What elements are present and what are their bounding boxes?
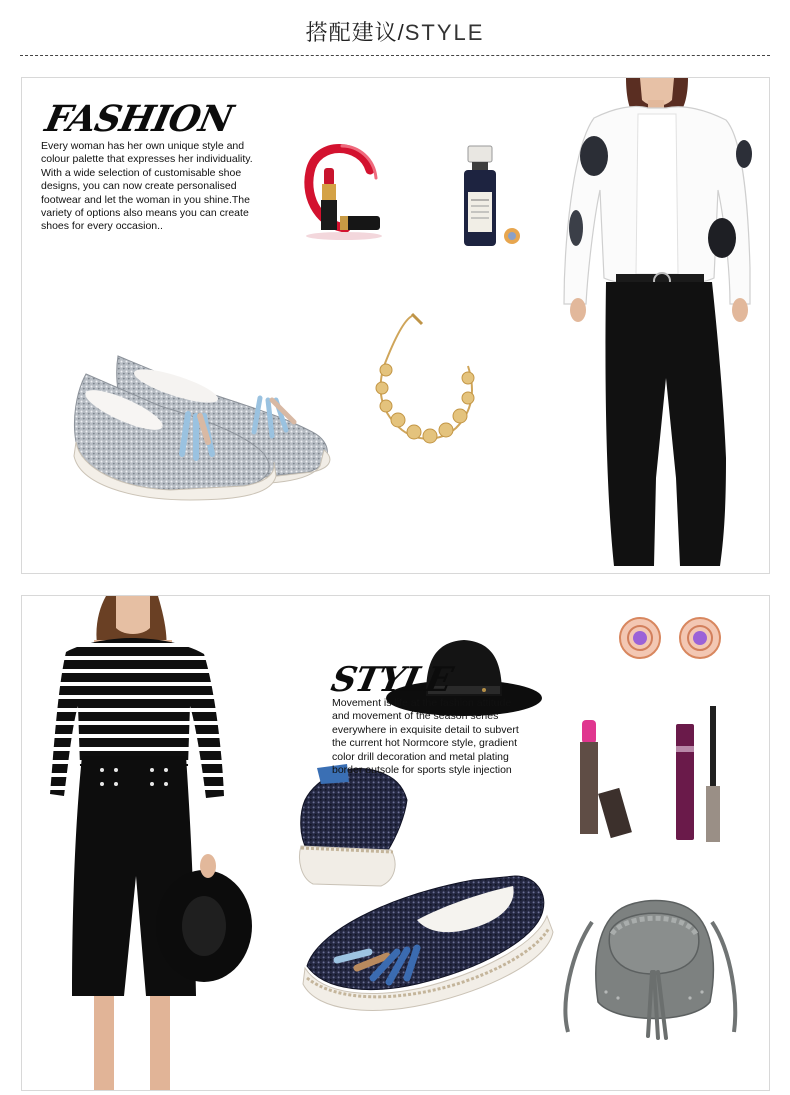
fashion-title: FASHION <box>41 98 236 140</box>
striped-top-model-icon <box>54 596 254 1090</box>
style-body-text: Movement is life at the fashion attitude and movement of the season series everywhere in exquisite detail to subvert the current hot Normcore style, gradient color drill decoration and metal plating border outsole for sports style injection <box>332 697 519 777</box>
navy-loafers-icon <box>277 756 567 1056</box>
pink-lipstick-icon <box>578 720 634 840</box>
fashion-panel <box>21 77 770 574</box>
saddle-bag-icon <box>562 892 742 1052</box>
necklace-icon <box>364 310 484 450</box>
perfume-bottle-icon <box>458 142 528 252</box>
title-separator: / <box>397 20 405 45</box>
white-jacket-model-icon <box>554 78 769 573</box>
page-header <box>0 0 790 60</box>
lipstick-icon <box>292 138 392 248</box>
dashed-divider <box>20 55 770 56</box>
title-cn: 搭配建议 <box>305 21 398 46</box>
title-en: STYLE <box>404 20 485 45</box>
mascara-icon <box>672 706 732 846</box>
earrings-icon <box>616 614 726 664</box>
silver-loafers-icon <box>50 350 330 510</box>
style-title: STYLE <box>327 660 456 700</box>
style-panel <box>21 595 770 1091</box>
page-title <box>0 16 790 47</box>
fashion-body-text: Every woman has her own unique style and colour palette that expresses her individuality. With a wide selection of customisable shoe designs, you can now create personalised footwear and let the woman in you shine.The variety of options also means you can create shoes for every occasion.. <box>41 140 253 233</box>
